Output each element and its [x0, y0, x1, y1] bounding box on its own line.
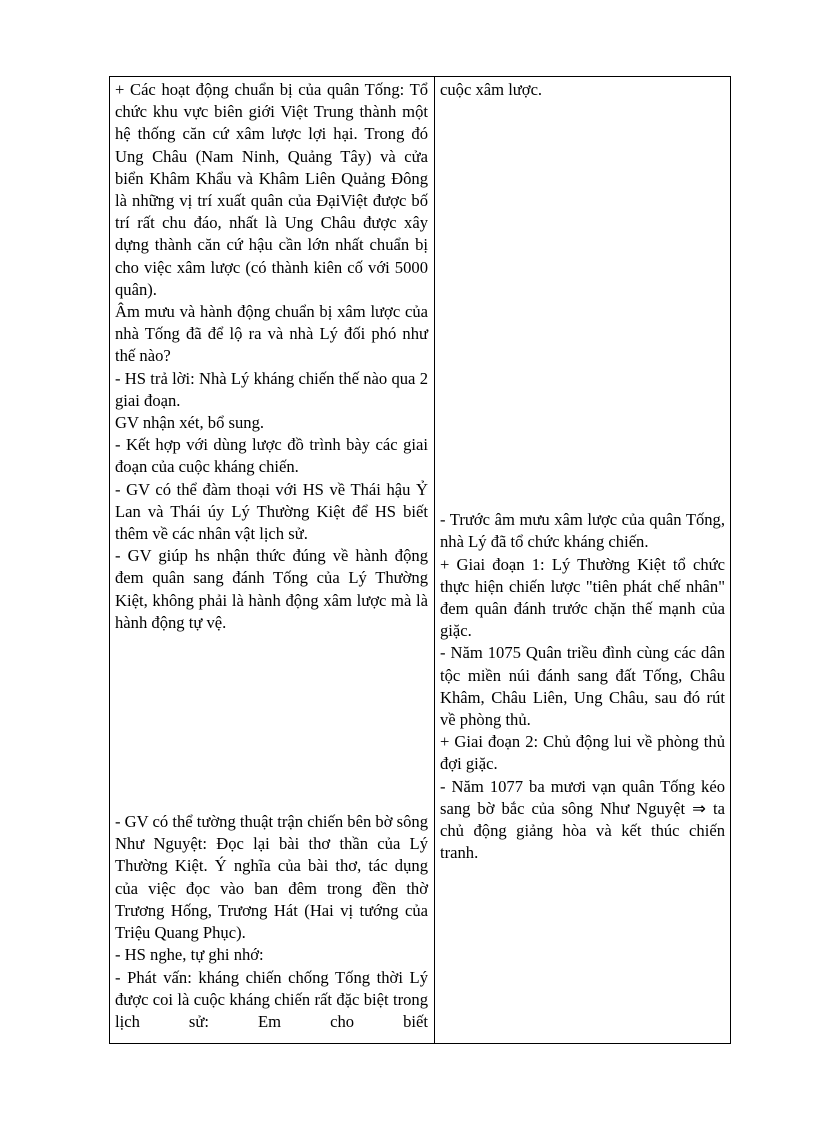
left-paragraph: - Phát vấn: kháng chiến chống Tống thời Lý được coi là cuộc kháng chiến rất đặc biệt trong lịch sử: Em cho biết — [115, 967, 428, 1031]
left-paragraph: - GV có thể đàm thoại với HS về Thái hậu Ỷ Lan và Thái úy Lý Thường Kiệt để HS biết thêm về các nhân vật lịch sử. — [115, 479, 428, 544]
right-paragraph: - Năm 1077 ba mươi vạn quân Tống kéo sang bờ bắc của sông Như Nguyệt ⇒ ta chủ động giảng hòa và kết thúc chiến tranh. — [440, 776, 725, 863]
right-paragraph: - Năm 1075 Quân triều đình cùng các dân tộc miền núi đánh sang đất Tống, Châu Khâm, Châu Liên, Ung Châu, sau đó rút về phòng thủ. — [440, 643, 725, 730]
right-paragraph: cuộc xâm lược. — [440, 80, 543, 99]
left-paragraph: - HS trả lời: Nhà Lý kháng chiến thế nào qua 2 giai đoạn. — [115, 368, 428, 410]
right-paragraph: - Trước âm mưu xâm lược của quân Tống, nhà Lý đã tổ chức kháng chiến. — [440, 510, 725, 552]
left-column-cell — [115, 79, 428, 1033]
left-paragraph: Âm mưu và hành động chuẩn bị xâm lược của nhà Tống đã để lộ ra và nhà Lý đối phó như thế nào? — [115, 302, 428, 366]
left-paragraph: - HS nghe, tự ghi nhớ: — [115, 945, 264, 965]
lesson-table — [109, 76, 731, 1044]
left-paragraph: - GV giúp hs nhận thức đúng về hành động đem quân sang đánh Tống của Lý Thường Kiệt, không phải là hành động xâm lược mà là hành động tự vệ. — [115, 546, 428, 632]
left-paragraph: - GV có thể tường thuật trận chiến bên bờ sông Như Nguyệt: Đọc lại bài thơ thần của Lý Thường Kiệt. Ý nghĩa của bài thơ, tác dụng của việc đọc vào ban đêm trong đền thờ Trương Hống, Trương Hát (Hai vị tướng của Triệu Quang Phục). — [115, 812, 428, 943]
right-paragraph: + Giai đoạn 2: Chủ động lui về phòng thủ đợi giặc. — [440, 732, 725, 774]
right-paragraph: + Giai đoạn 1: Lý Thường Kiệt tổ chức thực hiện chiến lược "tiên phát chế nhân" đem quân đánh trước chặn thế mạnh của giặc. — [440, 554, 725, 641]
left-paragraph: - Kết hợp với dùng lược đồ trình bày các giai đoạn của cuộc kháng chiến. — [115, 435, 428, 477]
left-paragraph: GV nhận xét, bổ sung. — [115, 413, 265, 433]
column-divider — [434, 77, 435, 1043]
left-paragraph: + Các hoạt động chuẩn bị của quân Tống: Tổ chức khu vực biên giới Việt Trung thành một hệ thống căn cứ xâm lược lợi hại. Trong đó Ung Châu (Nam Ninh, Quảng Tây) và cửa biển Khâm Khẩu và Khâm Liên Quảng Đông là những vị trí xuất quân của ĐạiViệt được bố trí rất chu đáo, nhất là Ung Châu được xây dựng thành căn cứ hậu cần lớn nhất chuẩn bị cho việc xâm lược (có thành kiên cố với 5000 quân). — [115, 80, 428, 299]
right-column-cell — [440, 79, 725, 864]
